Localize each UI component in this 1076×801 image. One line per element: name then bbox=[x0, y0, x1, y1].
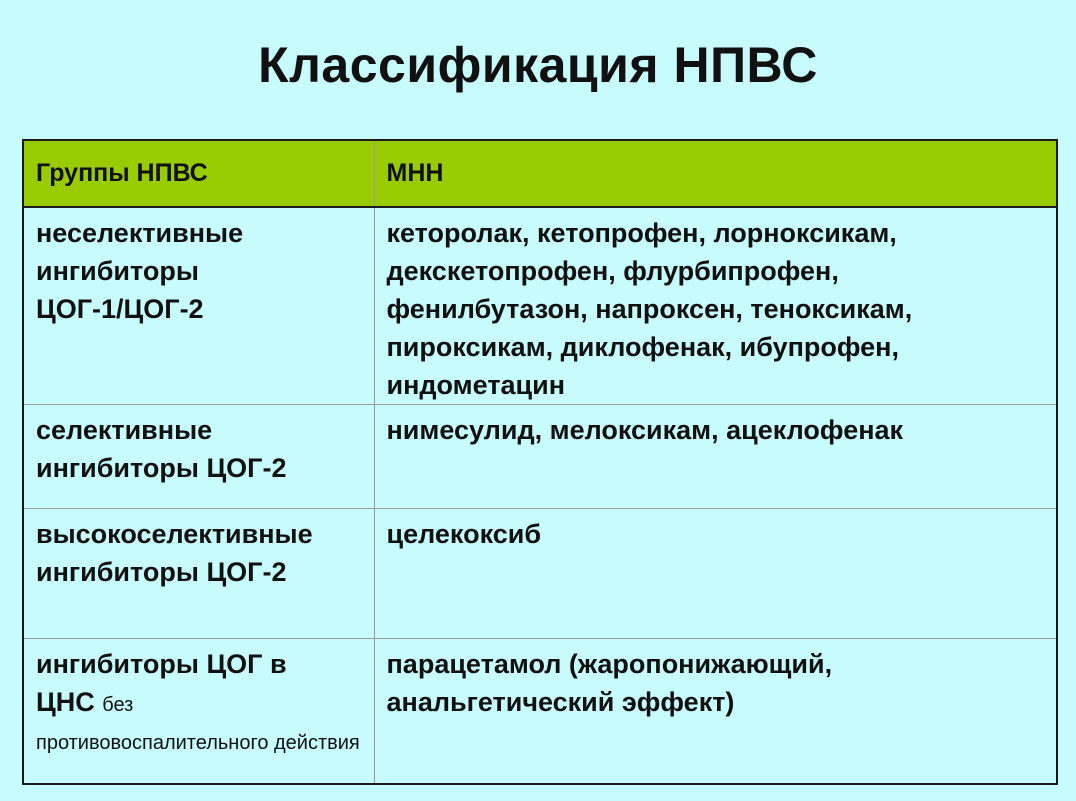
drugs-line: кеторолак, кетопрофен, лорноксикам, bbox=[386, 218, 897, 248]
drugs-line: пироксикам, диклофенак, ибупрофен, bbox=[386, 332, 899, 362]
group-cell bbox=[23, 639, 374, 784]
drugs-cell bbox=[374, 207, 1057, 405]
header-inn: МНН bbox=[374, 140, 1057, 207]
table-row bbox=[23, 639, 1057, 784]
drugs-line: декскетопрофен, флурбипрофен, bbox=[386, 256, 839, 286]
group-cell bbox=[23, 405, 374, 509]
group-note: без противовоспалительного действия bbox=[36, 694, 360, 754]
group-line: ингибиторы ЦОГ-2 bbox=[36, 453, 287, 483]
nsaid-classification-table bbox=[22, 139, 1058, 785]
drugs-cell bbox=[374, 509, 1057, 639]
drugs-cell bbox=[374, 405, 1057, 509]
table-header-row bbox=[23, 140, 1057, 207]
table-row bbox=[23, 405, 1057, 509]
group-line: ЦОГ-1/ЦОГ-2 bbox=[36, 294, 204, 324]
drugs-line: индометацин bbox=[386, 370, 566, 400]
table-row bbox=[23, 207, 1057, 405]
drugs-line: анальгетический эффект) bbox=[386, 687, 735, 717]
group-cell bbox=[23, 509, 374, 639]
group-line: высокоселективные bbox=[36, 519, 313, 549]
header-groups: Группы НПВС bbox=[23, 140, 374, 207]
drugs-line: целекоксиб bbox=[386, 519, 542, 549]
group-line: ингибиторы ЦОГ в bbox=[36, 649, 287, 679]
group-line: селективные bbox=[36, 415, 213, 445]
drugs-line: нимесулид, мелоксикам, ацеклофенак bbox=[386, 415, 904, 445]
group-line: ингибиторы ЦОГ-2 bbox=[36, 557, 287, 587]
group-line: ЦНС bbox=[36, 687, 95, 717]
drugs-cell bbox=[374, 639, 1057, 784]
group-line: неселективные bbox=[36, 218, 244, 248]
drugs-line: фенилбутазон, напроксен, теноксикам, bbox=[386, 294, 913, 324]
group-line: ингибиторы bbox=[36, 256, 199, 286]
group-cell bbox=[23, 207, 374, 405]
table-row bbox=[23, 509, 1057, 639]
drugs-line: парацетамол (жаропонижающий, bbox=[386, 649, 833, 679]
slide-title: Классификация НПВС bbox=[258, 37, 818, 93]
